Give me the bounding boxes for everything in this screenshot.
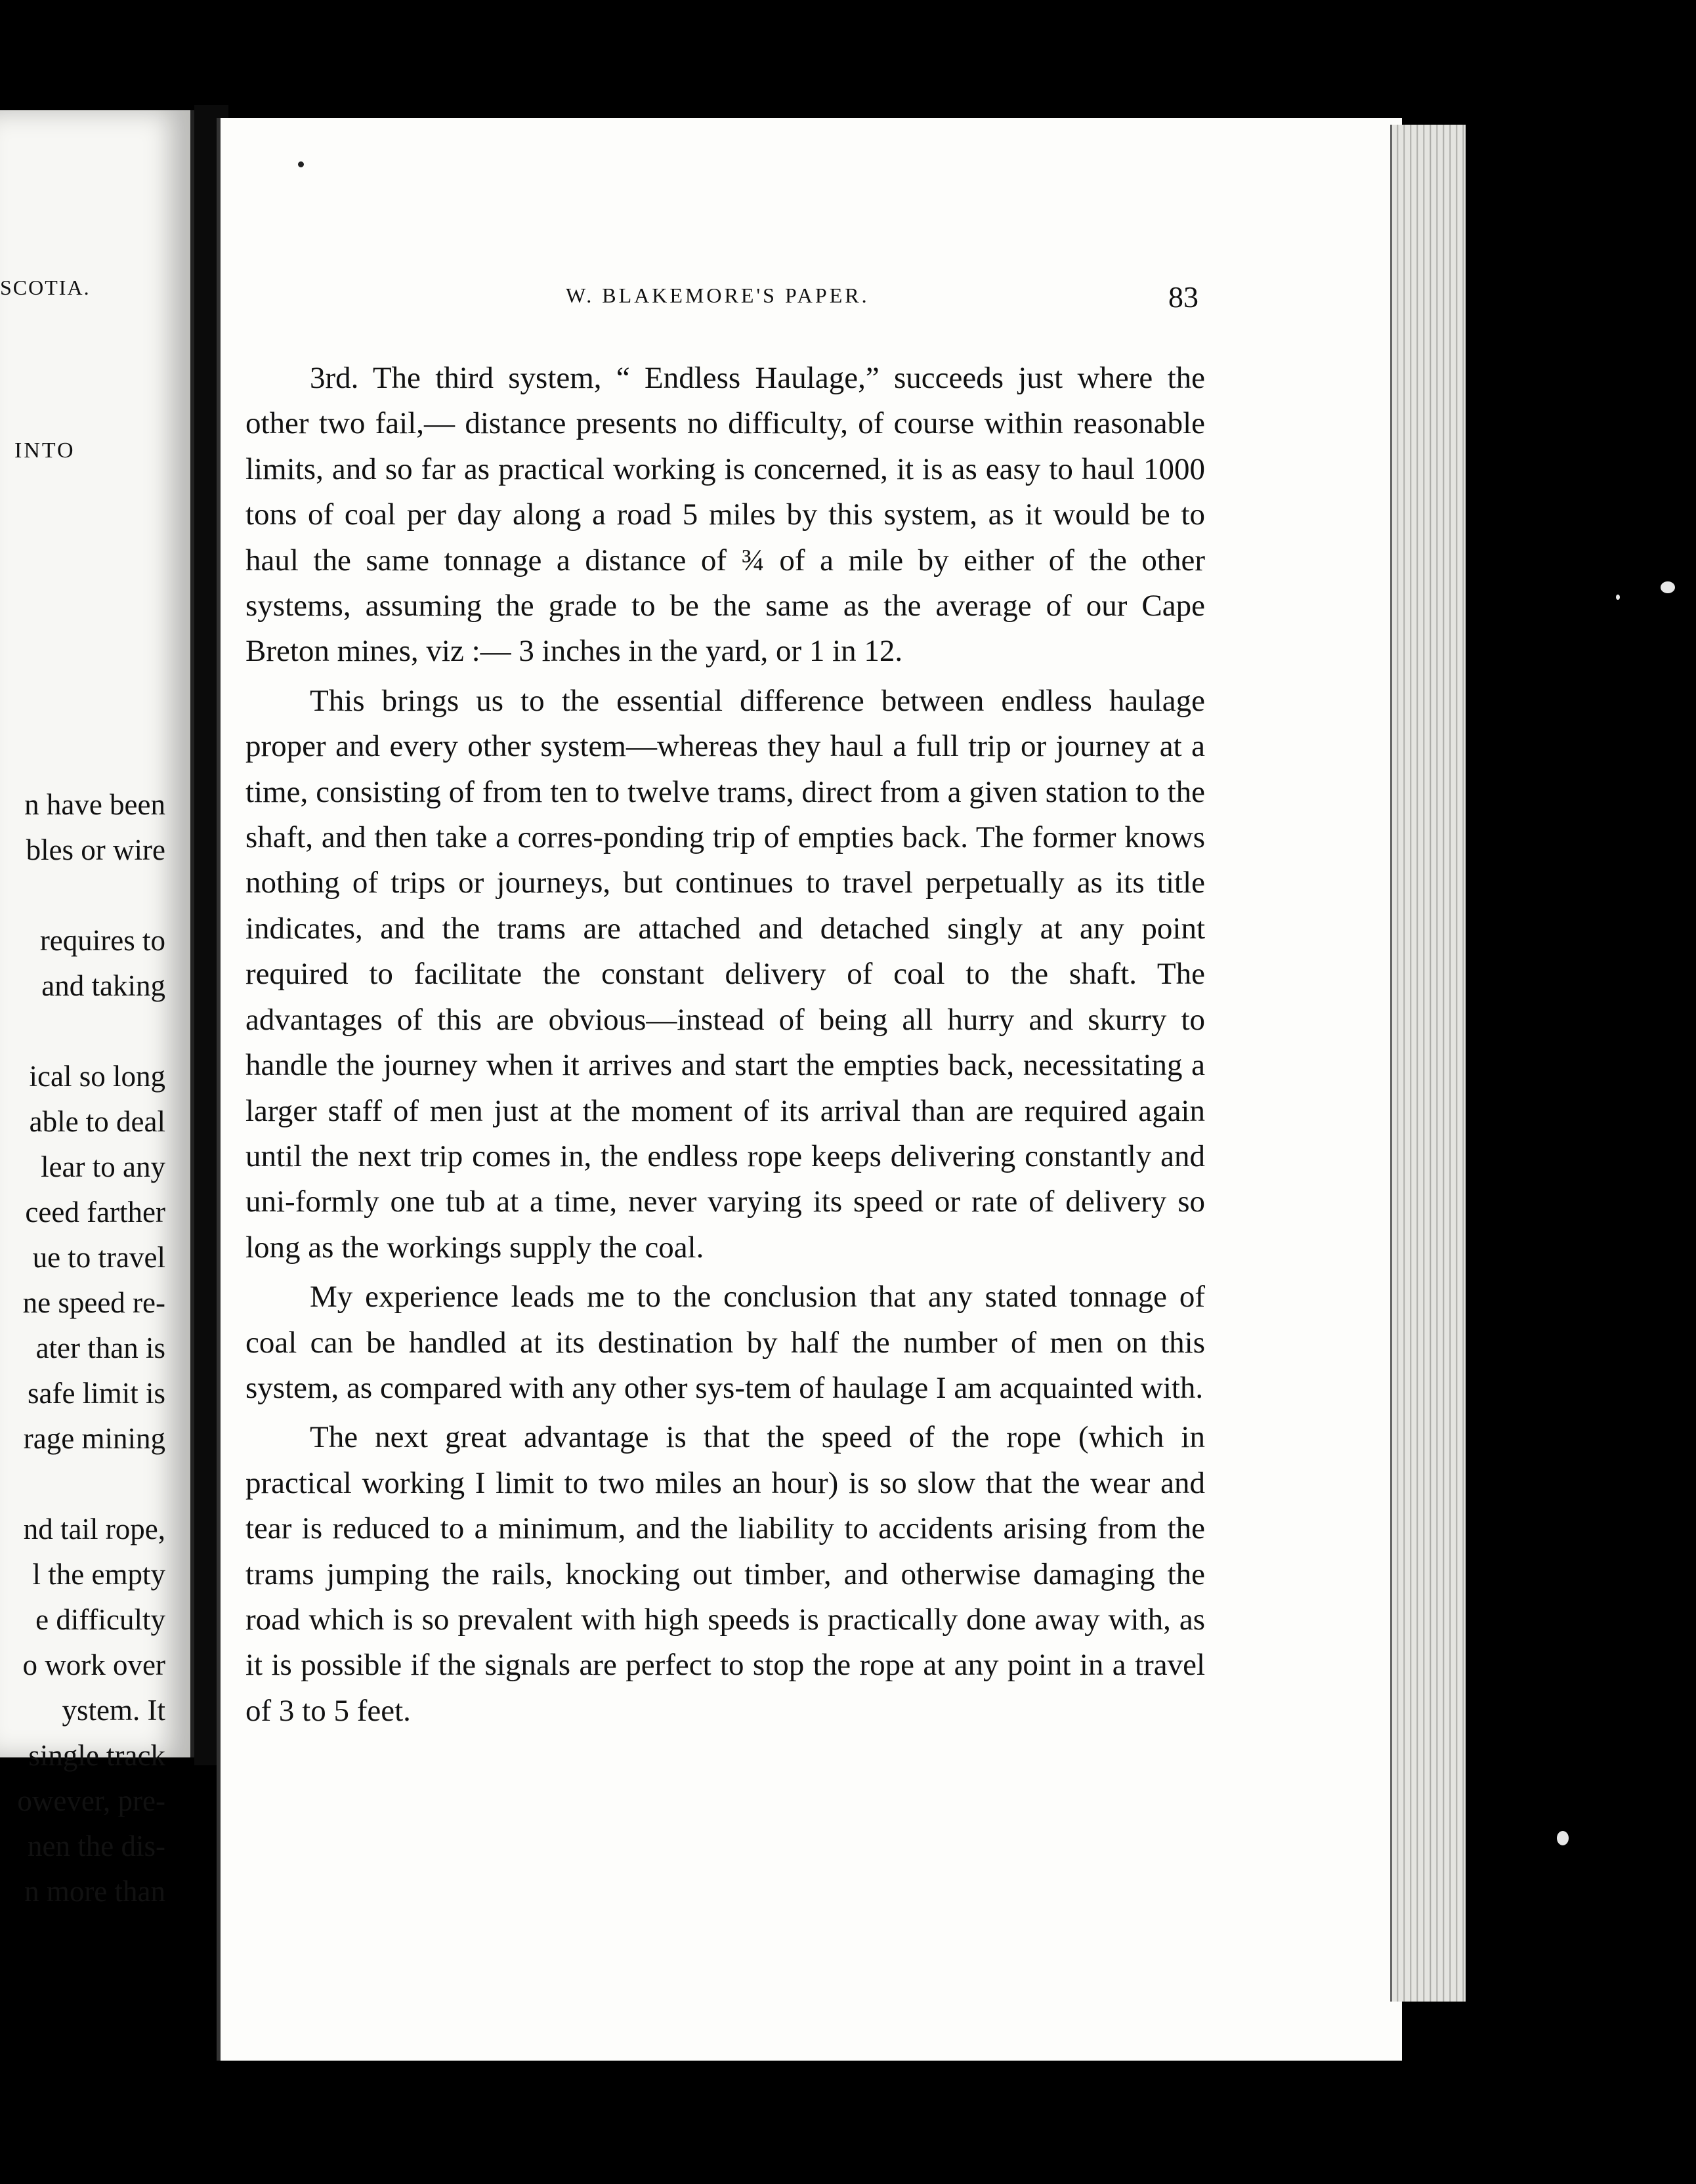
left-line: n have been [24, 788, 165, 821]
left-line [17, 1461, 165, 1507]
left-line: n more than [24, 1875, 165, 1908]
page-number: 83 [1168, 280, 1198, 314]
left-line: ne speed re- [22, 1286, 165, 1319]
left-line: single track [28, 1739, 165, 1772]
left-line: able to deal [29, 1105, 165, 1138]
paragraph: 3rd. The third system, “ Endless Haulage,” succeeds just where the other two fail,— distance presents no difficulty, of course within reasonable limits, and so far as practical working is concerned, it is as easy to haul 1000 tons of coal per day along a road 5 miles by this system, as it would be to haul the same tonnage a distance of ¾ of a mile by either of the other systems, assuming the grade to be the same as the average of our Cape Breton mines, viz :— 3 inches in the yard, or 1 in 12. [245, 361, 1205, 669]
left-line: rage mining [23, 1422, 165, 1455]
scan-speck [1557, 1831, 1569, 1845]
left-line: ceed farther [25, 1196, 165, 1228]
left-line: ater than is [35, 1332, 165, 1364]
left-line: nen the dis- [28, 1830, 165, 1862]
left-line: o work over [22, 1648, 165, 1681]
ink-speck [298, 161, 304, 167]
left-page-subheading: INTO [14, 438, 75, 463]
left-line: ue to travel [32, 1241, 165, 1274]
scan-speck [1616, 595, 1620, 600]
left-line [17, 873, 165, 918]
paragraph: The next great advantage is that the speed of the rope (which in practical working I limit to two miles an hour) is so slow that the wear and tear is reduced to a minimum, and the liability to accidents arising from the trams jumping the rails, knocking out timber, and otherwise damaging the road which is so prevalent with high speeds is practically done away with, as it is possible if the signals are perfect to stop the rope at any point in a travel of 3 to 5 feet. [245, 1420, 1205, 1728]
left-line: bles or wire [26, 833, 165, 866]
left-page [0, 110, 194, 1908]
left-page-line-endings [17, 782, 165, 1914]
left-line: ical so long [29, 1060, 165, 1093]
paragraph: My experience leads me to the conclusion that any stated tonnage of coal can be handled at its destination by half the number of men on this system, as compared with any other sys-tem of haulage I am acquainted with. [245, 1280, 1205, 1405]
left-line: requires to [39, 924, 165, 957]
left-line: nd tail rope, [23, 1513, 165, 1545]
left-line: l the empty [32, 1558, 165, 1591]
left-line: owever, pre- [17, 1784, 165, 1817]
left-line: lear to any [41, 1150, 165, 1183]
left-line: e difficulty [35, 1603, 165, 1636]
page-block-edges [1390, 125, 1466, 2002]
left-line: and taking [41, 969, 165, 1002]
paragraph: This brings us to the essential difference between endless haulage proper and every other system—whereas they haul a full trip or journey at a time, consisting of from ten to twelve trams, direct from a given station to the shaft, and then take a corres-ponding trip of empties back. The former knows nothing of trips or journeys, but continues to travel perpetually as its title indicates, and the trams are attached and detached singly at any point required to facilitate the constant delivery of coal to the shaft. The advantages of this are obvious—instead of being all hurry and skurry to handle the journey when it arrives and start the empties back, necessitating a larger staff of men just at the moment of its arrival than are required again until the next trip comes in, the endless rope keeps delivering constantly and uni-formly one tub at a time, never varying its speed or rate of delivery so long as the workings supply the coal. [245, 683, 1205, 1265]
left-line: safe limit is [28, 1377, 165, 1410]
left-page-running-head: SCOTIA. [0, 276, 91, 299]
left-line: ystem. It [62, 1694, 165, 1727]
body-text [245, 356, 1205, 1738]
left-line [17, 1009, 165, 1054]
running-head: W. BLAKEMORE'S PAPER. [566, 284, 870, 307]
scan-speck [1661, 581, 1675, 593]
